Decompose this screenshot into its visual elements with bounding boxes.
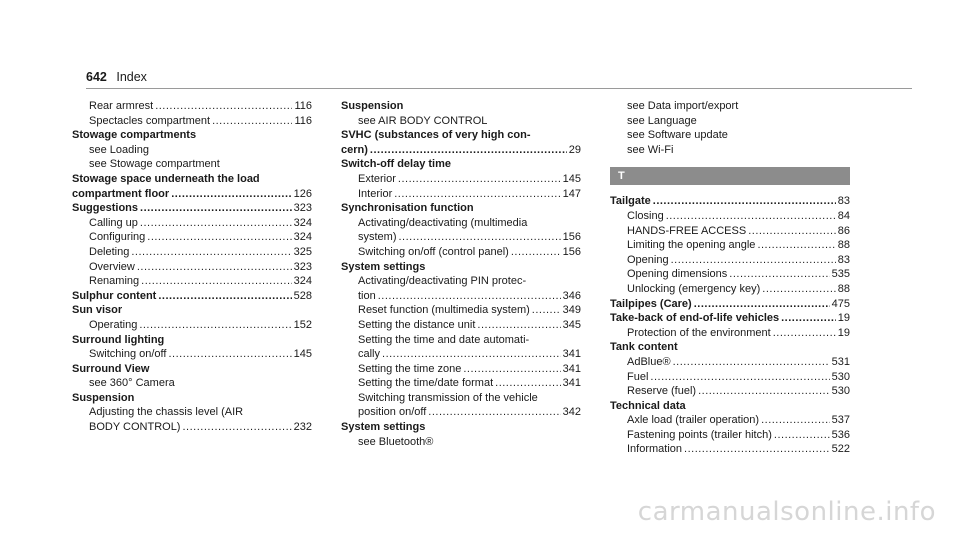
entry-text: Suspension xyxy=(341,100,404,112)
page-ref: 232 xyxy=(293,421,312,434)
page-ref: 83 xyxy=(837,195,850,208)
page-ref: 147 xyxy=(562,187,581,200)
page-ref: 29 xyxy=(568,143,581,156)
index-subentry xyxy=(72,376,312,391)
dot-leader xyxy=(155,99,292,114)
page-header xyxy=(86,70,147,84)
dot-leader xyxy=(382,347,561,362)
index-subentry xyxy=(341,245,581,260)
dot-leader xyxy=(394,187,560,202)
entry-text: AdBlue® xyxy=(627,355,671,368)
index-subentry xyxy=(610,442,850,457)
page-ref: 324 xyxy=(293,275,312,288)
index-subentry xyxy=(341,376,581,391)
page-ref: 346 xyxy=(562,289,581,302)
index-heading xyxy=(72,187,312,202)
entry-text: Surround lighting xyxy=(72,333,165,346)
dot-leader xyxy=(495,376,561,391)
index-column-2 xyxy=(341,99,581,449)
entry-text: Tank content xyxy=(610,341,678,354)
index-subentry xyxy=(72,260,312,275)
index-subentry xyxy=(341,435,581,450)
dot-leader xyxy=(399,230,561,245)
index-heading xyxy=(72,128,312,143)
entry-text: see 360° Camera xyxy=(89,377,175,390)
entry-text: Setting the time zone xyxy=(358,362,462,375)
dot-leader xyxy=(773,326,836,341)
entry-text: Tailgate xyxy=(610,195,651,208)
entry-text: Deleting xyxy=(89,245,130,258)
entry-text: Setting the distance unit xyxy=(358,318,476,331)
index-subentry xyxy=(610,282,850,297)
index-subentry xyxy=(610,224,850,239)
index-heading xyxy=(72,391,312,406)
entry-text: Configuring xyxy=(89,231,146,244)
index-subentry xyxy=(341,274,581,289)
entry-text: Switching on/off (control panel) xyxy=(358,245,509,258)
index-subentry xyxy=(72,216,312,231)
index-heading xyxy=(72,172,312,187)
index-column-3-bottom xyxy=(610,194,850,457)
page-ref: 530 xyxy=(831,370,850,383)
index-subentry xyxy=(341,289,581,304)
index-subentry xyxy=(341,405,581,420)
entry-text: cern) xyxy=(341,143,368,156)
section-title: Index xyxy=(116,70,147,84)
page-ref: 324 xyxy=(293,231,312,244)
page-ref: 88 xyxy=(837,282,850,295)
dot-leader xyxy=(694,297,830,312)
dot-leader xyxy=(671,253,836,268)
dot-leader xyxy=(140,201,292,216)
dot-leader xyxy=(698,384,830,399)
index-column-1 xyxy=(72,99,312,435)
dot-leader xyxy=(182,420,291,435)
index-heading xyxy=(341,99,581,114)
dot-leader xyxy=(511,245,561,260)
page-ref: 126 xyxy=(293,187,312,200)
dot-leader xyxy=(141,274,292,289)
index-subentry xyxy=(341,318,581,333)
page-ref: 323 xyxy=(293,202,312,215)
index-heading xyxy=(72,333,312,348)
page-ref: 145 xyxy=(562,172,581,185)
header-divider xyxy=(86,88,912,89)
entry-text: Axle load (trailer operation) xyxy=(627,414,760,427)
dot-leader xyxy=(653,194,836,209)
entry-text: Interior xyxy=(358,187,393,200)
page-ref: 145 xyxy=(293,348,312,361)
page-ref: 535 xyxy=(831,268,850,281)
section-letter: T xyxy=(618,170,625,183)
dot-leader xyxy=(673,355,830,370)
entry-text: Protection of the environment xyxy=(627,326,771,339)
dot-leader xyxy=(147,230,291,245)
index-subentry xyxy=(72,157,312,172)
page-ref: 88 xyxy=(837,239,850,252)
dot-leader xyxy=(532,303,561,318)
entry-text: Exterior xyxy=(358,172,396,185)
index-subentry xyxy=(610,209,850,224)
index-heading xyxy=(610,311,850,326)
entry-text: Stowage space underneath the load xyxy=(72,172,260,185)
page-ref: 116 xyxy=(294,100,312,112)
dot-leader xyxy=(748,224,836,239)
index-subentry xyxy=(610,355,850,370)
entry-text: compartment floor xyxy=(72,187,170,200)
entry-text: BODY CONTROL) xyxy=(89,421,181,434)
entry-text: Opening dimensions xyxy=(627,268,728,281)
index-heading xyxy=(610,297,850,312)
entry-text: Sun visor xyxy=(72,304,123,317)
index-subentry xyxy=(72,143,312,158)
index-column-3-top xyxy=(610,99,850,157)
dot-leader xyxy=(666,209,836,224)
entry-text: Operating xyxy=(89,318,138,331)
index-subentry xyxy=(610,428,850,443)
entry-text: cally xyxy=(358,348,381,361)
index-subentry xyxy=(341,230,581,245)
entry-text: Reset function (multimedia system) xyxy=(358,304,530,317)
entry-text: Technical data xyxy=(610,399,686,412)
index-subentry xyxy=(341,347,581,362)
index-subentry xyxy=(610,128,850,143)
entry-text: Activating/deactivating (multimedia xyxy=(358,216,528,229)
index-heading xyxy=(72,289,312,304)
entry-text: Fastening points (trailer hitch) xyxy=(627,428,772,441)
index-subentry xyxy=(610,143,850,158)
index-heading xyxy=(72,303,312,318)
entry-text: see Data import/export xyxy=(627,100,739,112)
index-subentry xyxy=(341,333,581,348)
section-letter-bar xyxy=(610,167,850,185)
dot-leader xyxy=(463,362,560,377)
entry-text: Activating/deactivating PIN protec- xyxy=(358,275,527,288)
dot-leader xyxy=(212,114,292,129)
page-ref: 86 xyxy=(837,224,850,237)
dot-leader xyxy=(428,405,560,420)
entry-text: Renaming xyxy=(89,275,140,288)
entry-text: Stowage compartments xyxy=(72,129,197,142)
entry-text: see Bluetooth® xyxy=(358,435,434,448)
entry-text: Closing xyxy=(627,209,664,222)
page-ref: 19 xyxy=(837,312,850,325)
dot-leader xyxy=(168,347,291,362)
entry-text: Synchronisation function xyxy=(341,202,474,215)
entry-text: System settings xyxy=(341,260,426,273)
entry-text: system) xyxy=(358,231,397,244)
page-ref: 152 xyxy=(293,318,312,331)
index-subentry xyxy=(610,99,850,114)
dot-leader xyxy=(761,413,830,428)
dot-leader xyxy=(370,143,567,158)
page-ref: 19 xyxy=(837,326,850,339)
dot-leader xyxy=(378,289,561,304)
entry-text: Information xyxy=(627,443,683,456)
index-subentry xyxy=(610,370,850,385)
index-subentry xyxy=(72,347,312,362)
index-subentry xyxy=(610,114,850,129)
index-subentry xyxy=(341,114,581,129)
dot-leader xyxy=(729,267,829,282)
entry-text: Switch-off delay time xyxy=(341,158,452,171)
page-ref: 325 xyxy=(293,245,312,258)
index-column-3 xyxy=(610,99,850,457)
entry-text: Rear armrest xyxy=(89,100,154,112)
entry-text: Tailpipes (Care) xyxy=(610,297,692,310)
page-ref: 475 xyxy=(831,297,850,310)
entry-text: Surround View xyxy=(72,362,150,375)
page-ref: 342 xyxy=(562,406,581,419)
page-ref: 345 xyxy=(562,318,581,331)
index-subentry xyxy=(341,391,581,406)
index-heading xyxy=(341,201,581,216)
entry-text: see Language xyxy=(627,114,697,127)
entry-text: Adjusting the chassis level (AIR xyxy=(89,406,244,419)
page-ref: 116 xyxy=(294,114,312,127)
index-heading xyxy=(610,340,850,355)
entry-text: Suggestions xyxy=(72,202,139,215)
page-ref: 323 xyxy=(293,260,312,273)
page-ref: 341 xyxy=(562,362,581,375)
dot-leader xyxy=(131,245,291,260)
entry-text: Sulphur content xyxy=(72,289,157,302)
dot-leader xyxy=(137,260,292,275)
page-ref: 156 xyxy=(562,245,581,258)
index-heading xyxy=(341,128,581,143)
dot-leader xyxy=(650,370,829,385)
index-heading xyxy=(341,143,581,158)
entry-text: HANDS-FREE ACCESS xyxy=(627,224,747,237)
entry-text: tion xyxy=(358,289,376,302)
page-ref: 156 xyxy=(562,231,581,244)
index-subentry xyxy=(72,230,312,245)
index-heading xyxy=(341,260,581,275)
entry-text: SVHC (substances of very high con- xyxy=(341,129,531,142)
index-subentry xyxy=(72,318,312,333)
index-subentry xyxy=(341,187,581,202)
index-subentry xyxy=(610,267,850,282)
page-ref: 530 xyxy=(831,385,850,398)
entry-text: Unlocking (emergency key) xyxy=(627,282,761,295)
page-ref: 531 xyxy=(831,355,850,368)
entry-text: Fuel xyxy=(627,370,649,383)
entry-text: Calling up xyxy=(89,216,138,229)
entry-text: Take-back of end-of-life vehicles xyxy=(610,312,780,325)
entry-text: see Wi-Fi xyxy=(627,143,674,156)
dot-leader xyxy=(762,282,835,297)
watermark-text: carmanualsonline.info xyxy=(637,497,936,527)
entry-text: see Loading xyxy=(89,143,149,156)
index-heading xyxy=(341,157,581,172)
index-heading xyxy=(341,420,581,435)
page-number: 642 xyxy=(86,70,107,84)
entry-text: Opening xyxy=(627,253,669,266)
index-subentry xyxy=(341,216,581,231)
page-ref: 349 xyxy=(562,304,581,317)
index-subentry xyxy=(72,99,312,114)
entry-text: see Software update xyxy=(627,129,728,142)
entry-text: Overview xyxy=(89,260,135,273)
index-subentry xyxy=(72,405,312,420)
dot-leader xyxy=(398,172,561,187)
entry-text: Setting the time and date automati- xyxy=(358,333,530,346)
dot-leader xyxy=(477,318,560,333)
index-subentry xyxy=(72,245,312,260)
entry-text: System settings xyxy=(341,421,426,434)
entry-text: see Stowage compartment xyxy=(89,158,220,171)
entry-text: Spectacles compartment xyxy=(89,114,211,127)
entry-text: Suspension xyxy=(72,391,135,404)
index-subentry xyxy=(72,114,312,129)
page-ref: 83 xyxy=(837,253,850,266)
dot-leader xyxy=(684,442,830,457)
watermark xyxy=(0,493,960,533)
page-ref: 84 xyxy=(837,209,850,222)
dot-leader xyxy=(158,289,291,304)
index-subentry xyxy=(72,420,312,435)
index-subentry xyxy=(610,384,850,399)
index-subentry xyxy=(610,413,850,428)
index-subentry xyxy=(610,326,850,341)
index-subentry xyxy=(72,274,312,289)
page-ref: 536 xyxy=(831,428,850,441)
index-subentry xyxy=(341,303,581,318)
dot-leader xyxy=(139,318,291,333)
dot-leader xyxy=(774,428,830,443)
entry-text: Limiting the opening angle xyxy=(627,239,756,252)
page-ref: 324 xyxy=(293,216,312,229)
entry-text: Switching on/off xyxy=(89,348,167,361)
dot-leader xyxy=(140,216,292,231)
entry-text: Switching transmission of the vehicle xyxy=(358,391,538,404)
index-subentry xyxy=(341,172,581,187)
index-subentry xyxy=(341,362,581,377)
dot-leader xyxy=(757,238,835,253)
entry-text: see AIR BODY CONTROL xyxy=(358,114,488,127)
dot-leader xyxy=(781,311,836,326)
page-ref: 341 xyxy=(562,348,581,361)
index-heading xyxy=(72,201,312,216)
entry-text: Setting the time/date format xyxy=(358,377,494,390)
page-ref: 528 xyxy=(293,289,312,302)
dot-leader xyxy=(171,187,291,202)
index-heading xyxy=(610,399,850,414)
index-subentry xyxy=(610,253,850,268)
entry-text: Reserve (fuel) xyxy=(627,385,697,398)
index-heading xyxy=(610,194,850,209)
index-subentry xyxy=(610,238,850,253)
page-ref: 522 xyxy=(831,443,850,456)
page-ref: 341 xyxy=(562,377,581,390)
page-ref: 537 xyxy=(831,414,850,427)
entry-text: position on/off xyxy=(358,406,427,419)
index-heading xyxy=(72,362,312,377)
